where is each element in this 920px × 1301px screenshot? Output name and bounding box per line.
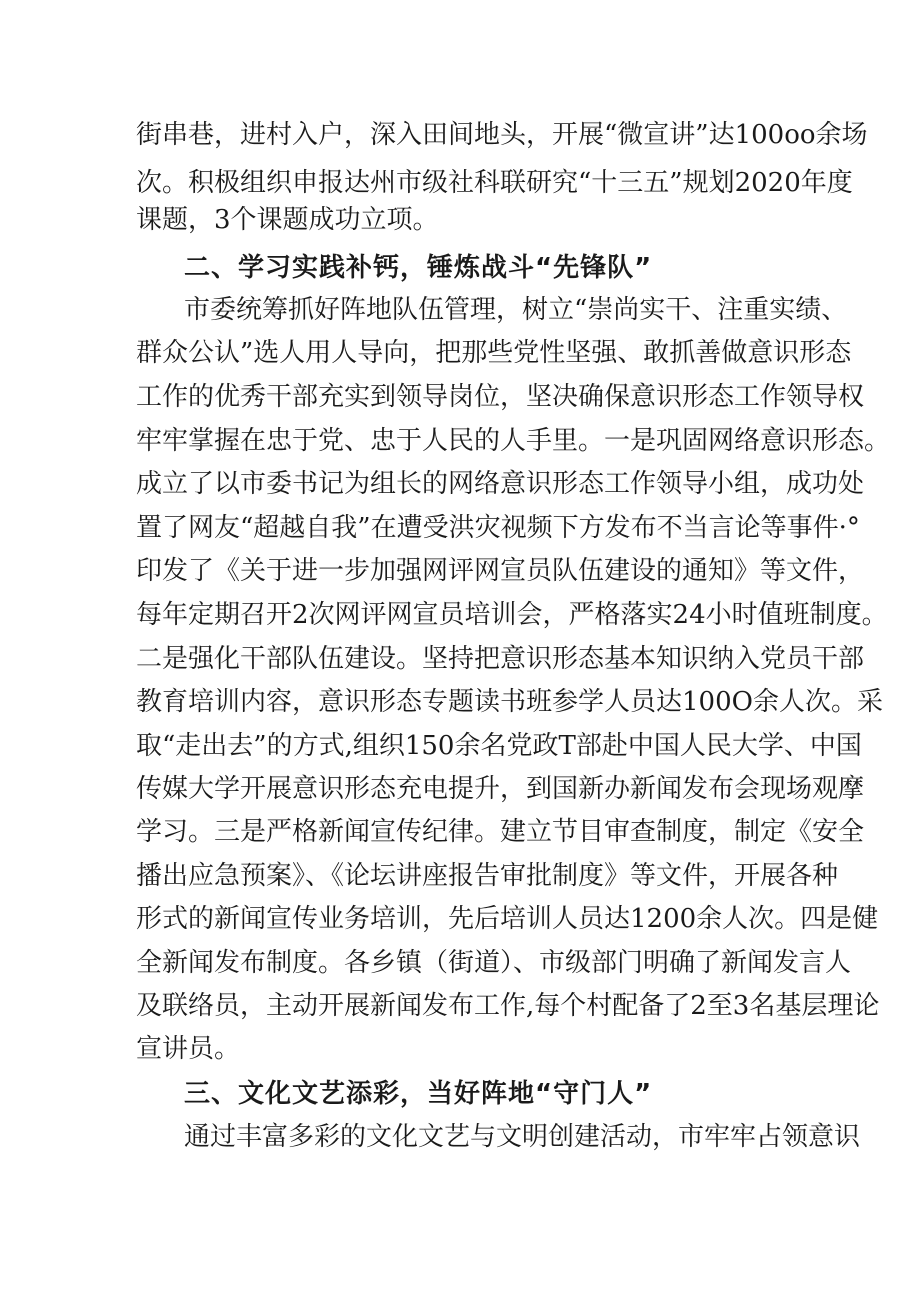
section-heading: 三、文化文艺添彩，当好阵地“守门人” bbox=[184, 1079, 653, 1109]
text-line: 取“走出去”的方式,组织150余名党政T部赴中国人民大学、中国 bbox=[136, 731, 862, 761]
text-line: 成立了以市委书记为组长的网络意识形态工作领导小组，成功处 bbox=[136, 469, 865, 499]
text-line: 市委统筹抓好阵地队伍管理，树立“崇尚实干、注重实绩、 bbox=[184, 295, 848, 325]
text-line: 群众公认”选人用人导向，把那些党性坚强、敢抓善做意识形态 bbox=[136, 338, 852, 368]
text-line: 印发了《关于进一步加强网评网宣员队伍建设的通知》等文件， bbox=[136, 556, 865, 586]
text-line: 置了网友“超越自我”在遭受洪灾视频下方发布不当言论等事件·° bbox=[136, 513, 860, 543]
text-line: 播出应急预案》、《论坛讲座报告审批制度》等文件，开展各种 bbox=[136, 861, 839, 891]
text-line: 课题，3个课题成功立项。 bbox=[136, 205, 439, 235]
text-line: 全新闻发布制度。各乡镇（街道）、市级部门明确了新闻发言人 bbox=[136, 948, 852, 978]
text-line: 次。积极组织申报达州市级社科联研究“十三五”规划2020年度 bbox=[136, 168, 853, 198]
text-line: 二是强化干部队伍建设。坚持把意识形态基本知识纳入党员干部 bbox=[136, 644, 865, 674]
section-heading: 二、学习实践补钙，锤炼战斗“先锋队” bbox=[184, 253, 653, 283]
text-line: 形式的新闻宣传业务培训，先后培训人员达1200余人次。四是健 bbox=[136, 904, 879, 934]
text-line: 街串巷，进村入户，深入田间地头，开展“微宣讲”达100oo余场 bbox=[136, 120, 868, 150]
text-line: 传媒大学开展意识形态充电提升，到国新办新闻发布会现场观摩 bbox=[136, 774, 865, 804]
text-line: 牢牢掌握在忠于党、忠于人民的人手里。一是巩固网络意识形态。 bbox=[136, 426, 891, 456]
text-line: 通过丰富多彩的文化文艺与文明创建活动，市牢牢占领意识 bbox=[184, 1122, 861, 1152]
text-line: 及联络员，主动开展新闻发布工作,每个村配备了2至3名基层理论 bbox=[136, 991, 880, 1021]
text-line: 宣讲员。 bbox=[136, 1034, 241, 1064]
text-line: 每年定期召开2次网评网宣员培训会，严格落实24小时值班制度。 bbox=[136, 600, 888, 630]
text-line: 学习。三是严格新闻宣传纪律。建立节目审查制度，制定《安全 bbox=[136, 817, 865, 847]
text-line: 工作的优秀干部充实到领导岗位，坚决确保意识形态工作领导权 bbox=[136, 382, 865, 412]
text-line: 教育培训内容，意识形态专题读书班参学人员达100O余人次。采 bbox=[136, 687, 883, 717]
